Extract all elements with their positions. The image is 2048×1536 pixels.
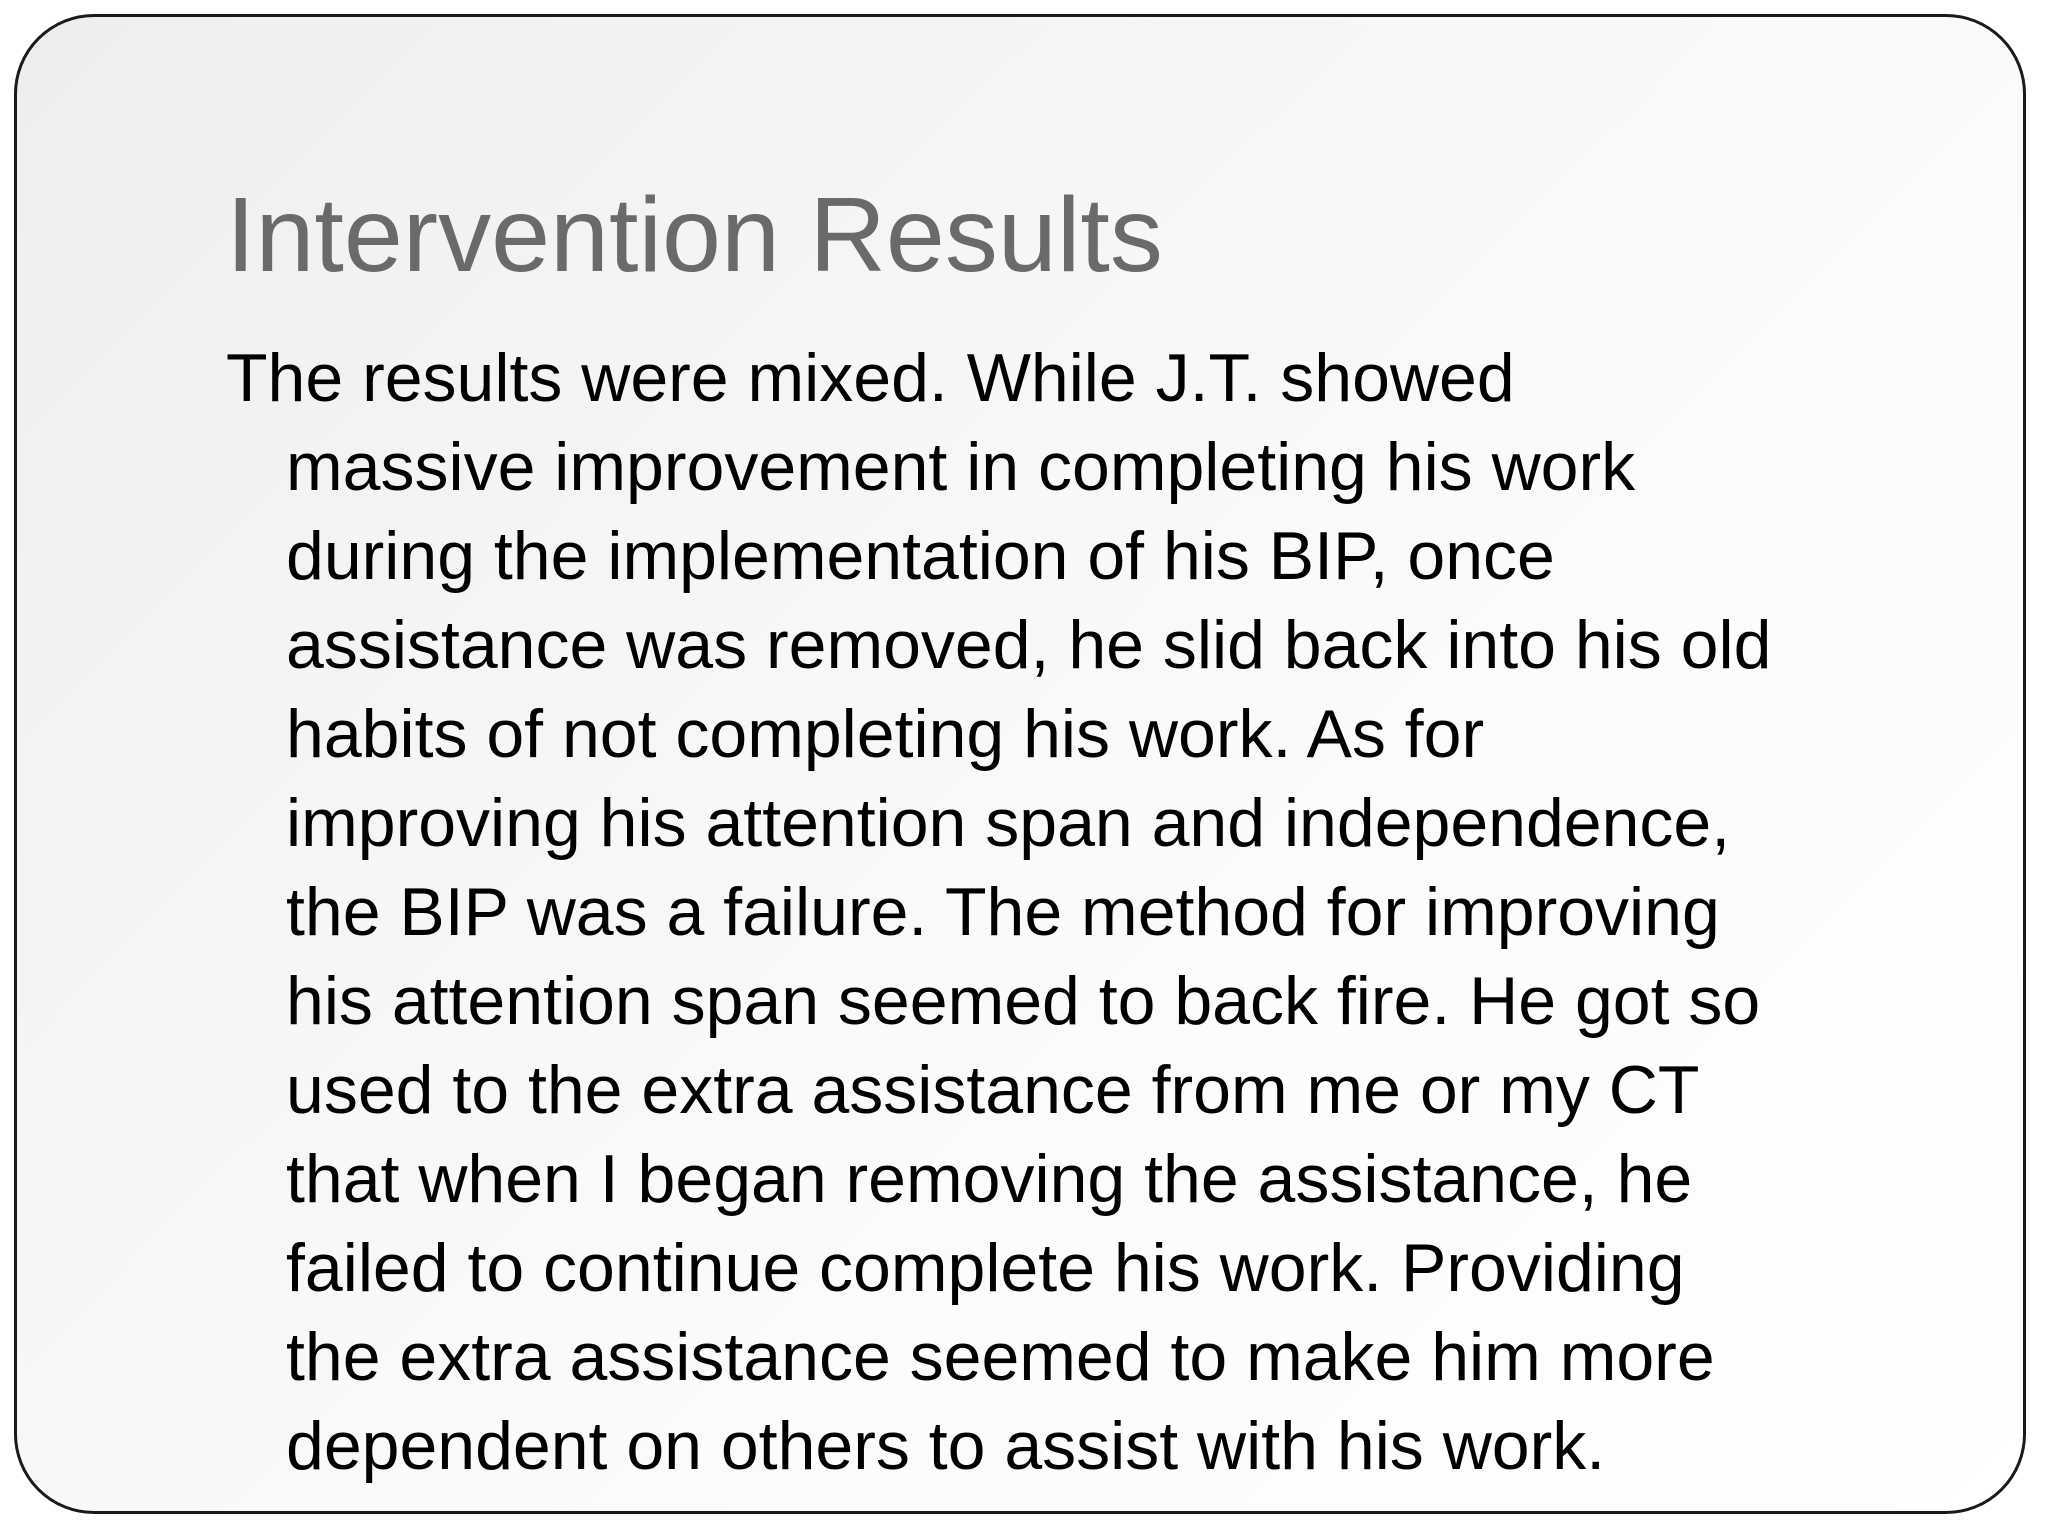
slide-body-text: The results were mixed. While J.T. showed massive improvement in completing his work during the implementation of his BIP, once assistance was removed, he slid back into his old habits of not completing his work. As for improving his attention span and independence, the BIP was a failure. The method for improving his attention span seemed to back fire. He got so used to the extra assistance from me or my CT that when I began removing the assistance, he failed to continue complete his work. Providing the extra assistance seemed to make him more dependent on others to assist with his work. — [226, 340, 1772, 1484]
slide-title: Intervention Results — [226, 176, 1163, 294]
